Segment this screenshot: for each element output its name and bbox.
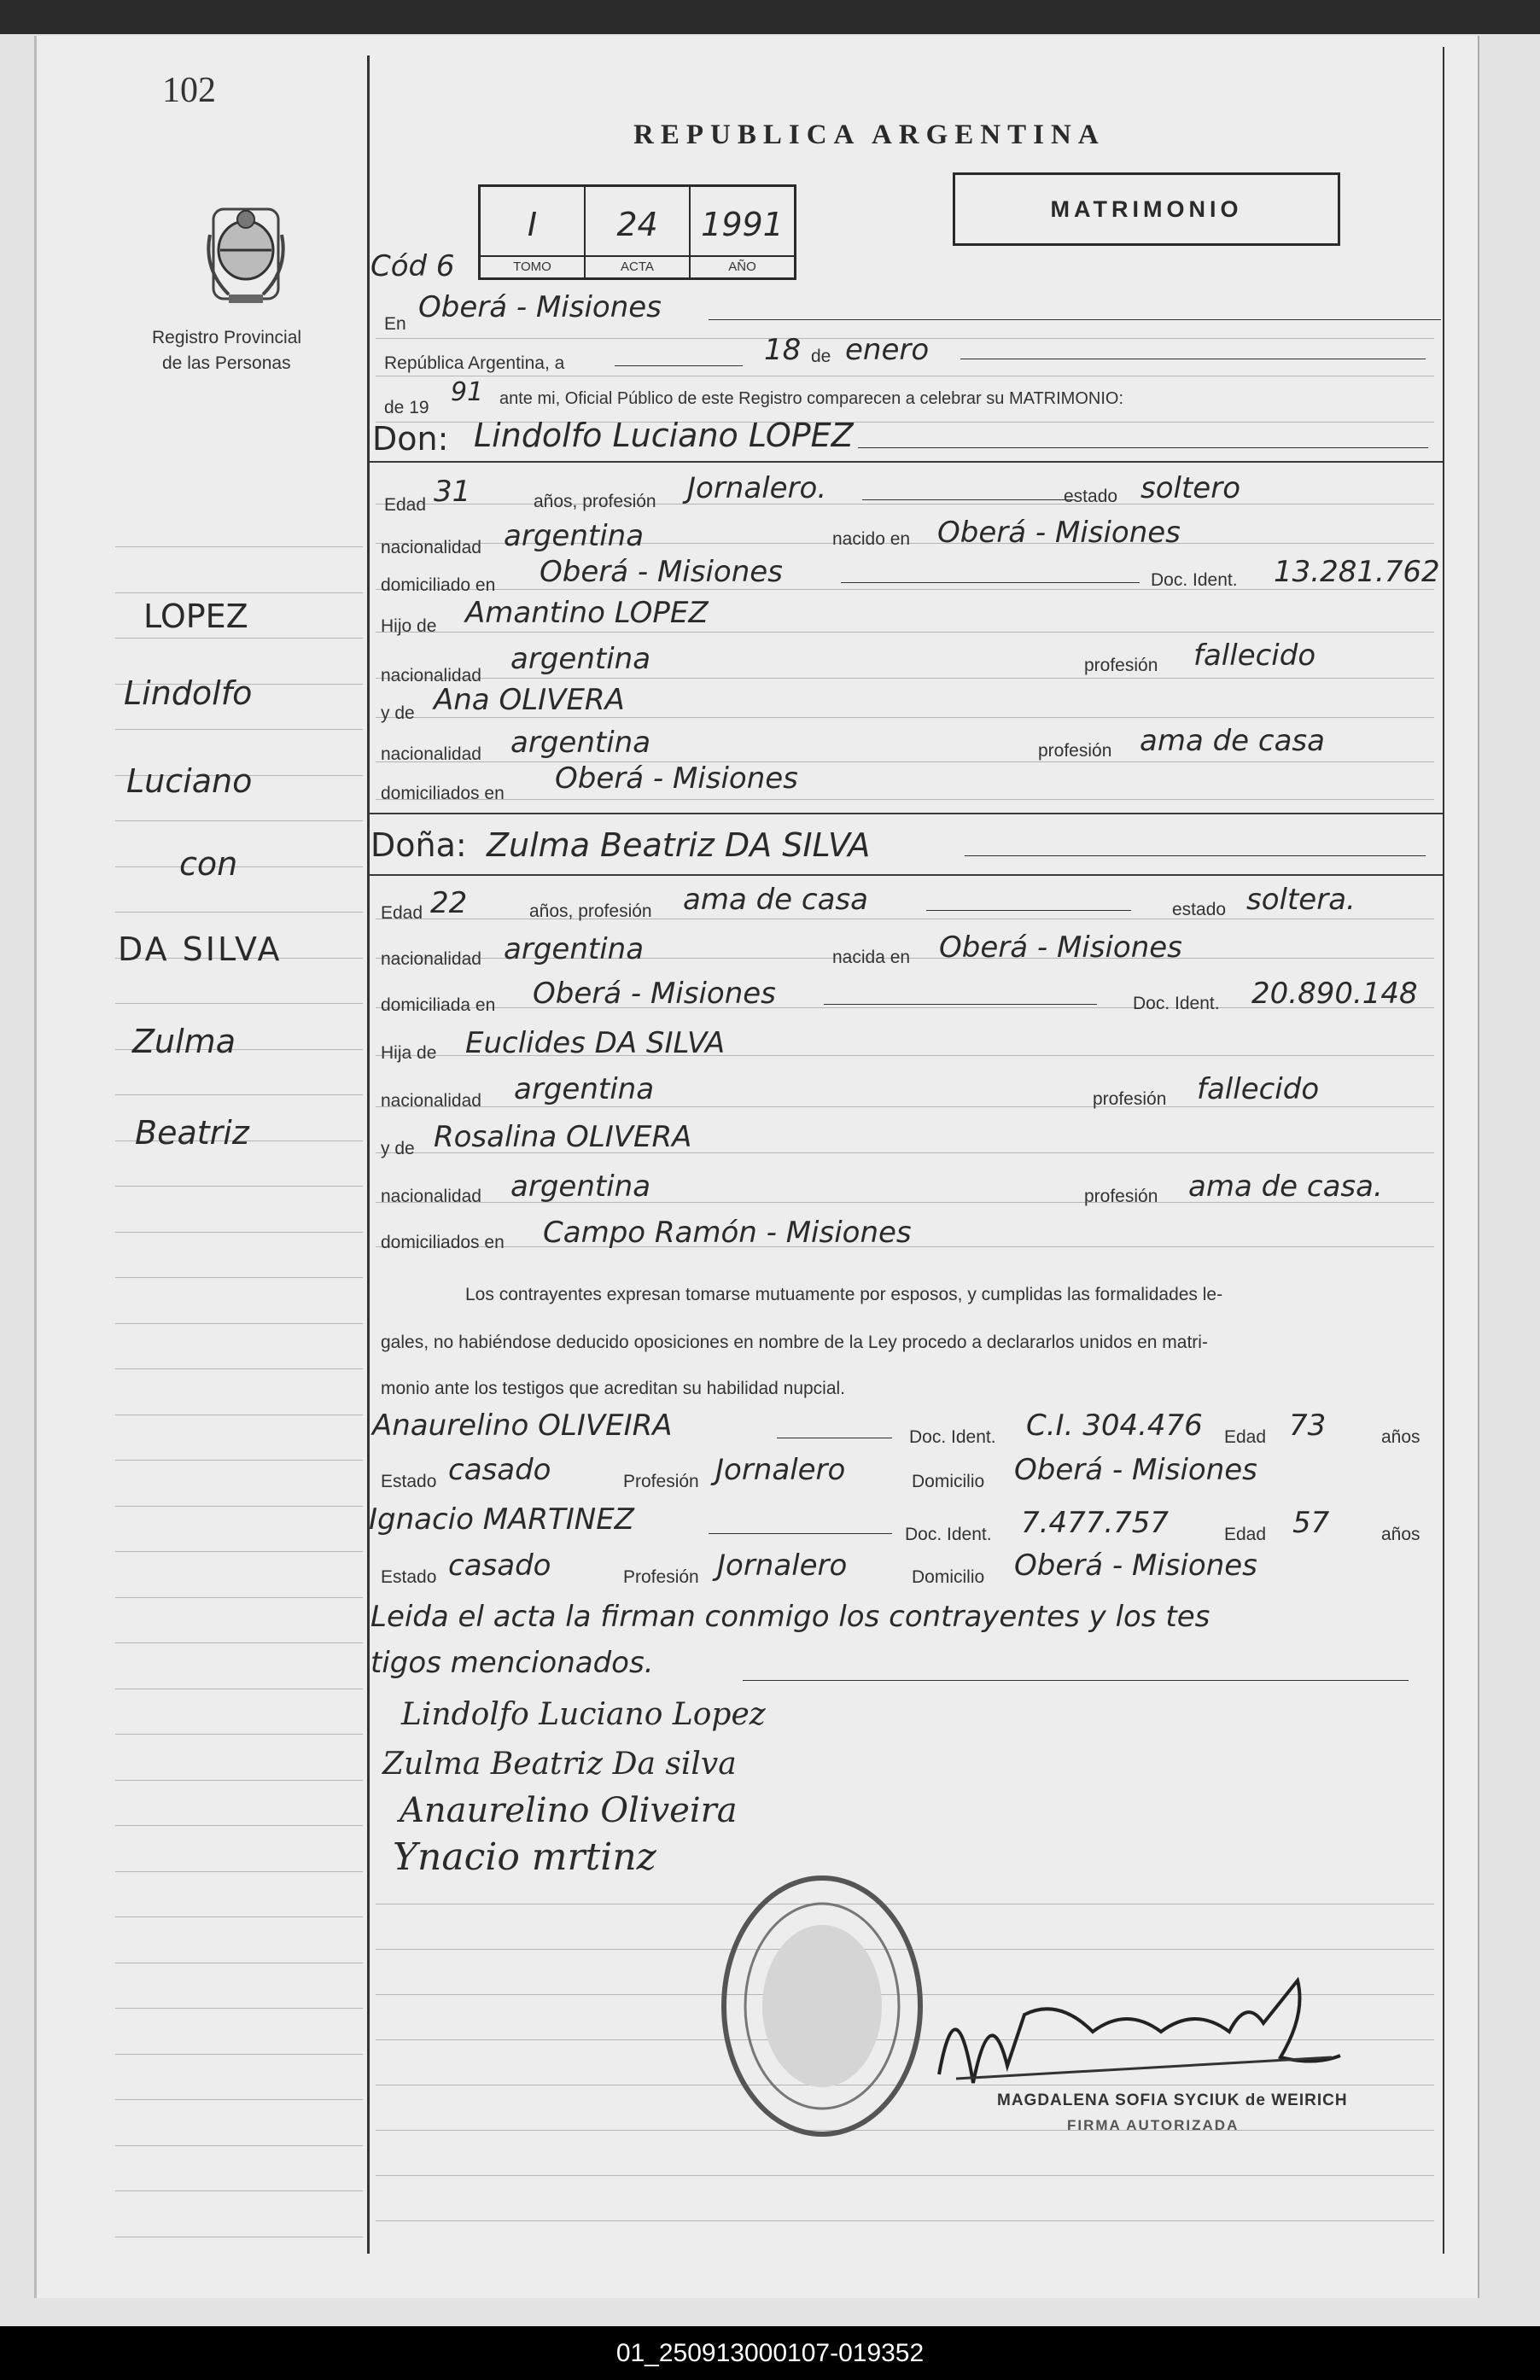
witness-2-anos-label: años bbox=[1381, 1525, 1420, 1544]
form-row-line bbox=[376, 717, 1434, 718]
bride-parents-dom-label: domiciliados en bbox=[381, 1233, 505, 1252]
bride-title: Doña: bbox=[370, 826, 467, 864]
bride-anos-label: años, profesión bbox=[529, 901, 652, 921]
groom-estado: soltero bbox=[1140, 471, 1240, 505]
bride-doc-label: Doc. Ident. bbox=[1133, 994, 1220, 1013]
en-label: En bbox=[384, 314, 406, 334]
witness-2-domicile: Oberá - Misiones bbox=[1014, 1549, 1257, 1583]
groom-hijo-label: Hijo de bbox=[381, 616, 437, 636]
bride-name: Zulma Beatriz DA SILVA bbox=[487, 826, 871, 864]
margin-note-bride-second: Beatriz bbox=[135, 1114, 249, 1152]
margin-ruled-line bbox=[115, 1780, 363, 1781]
official-seal-icon bbox=[715, 1870, 929, 2143]
acta-cell bbox=[586, 187, 691, 277]
bride-father: Euclides DA SILVA bbox=[465, 1026, 726, 1060]
groom-doc: 13.281.762 bbox=[1274, 555, 1440, 589]
margin-ruled-line bbox=[115, 2145, 363, 2146]
groom-profession: Jornalero. bbox=[687, 471, 827, 505]
margin-note-first-name: Lindolfo bbox=[124, 674, 253, 712]
groom-mother-profesion-label: profesión bbox=[1038, 741, 1112, 761]
witness-2-name-line bbox=[709, 1533, 892, 1534]
form-row-line bbox=[376, 799, 1434, 800]
coat-of-arms-icon bbox=[195, 201, 297, 312]
groom-divider bbox=[370, 461, 1443, 463]
margin-ruled-line bbox=[115, 2008, 363, 2009]
witness-1-doc: C.I. 304.476 bbox=[1026, 1409, 1203, 1443]
bride-birthplace: Oberá - Misiones bbox=[939, 930, 1182, 965]
bride-divider bbox=[370, 874, 1443, 876]
witness-1-name: Anaurelino OLIVEIRA bbox=[372, 1409, 673, 1443]
margin-note-bride-first: Zulma bbox=[132, 1023, 236, 1060]
bride-profession: ama de casa bbox=[683, 883, 868, 917]
official-title: FIRMA AUTORIZADA bbox=[1067, 2117, 1240, 2133]
witness-1-doc-label: Doc. Ident. bbox=[909, 1427, 996, 1447]
bride-domiciliada-label: domiciliada en bbox=[381, 995, 496, 1015]
bride-nacida-label: nacida en bbox=[832, 948, 911, 967]
bride-edad-label: Edad bbox=[381, 903, 423, 923]
witness-2-edad-label: Edad bbox=[1224, 1525, 1267, 1544]
margin-divider bbox=[367, 55, 370, 2254]
margin-ruled-line bbox=[115, 912, 363, 913]
margin-ruled-line bbox=[115, 1597, 363, 1598]
bride-profession-line bbox=[926, 910, 1131, 911]
bride-mother: Rosalina OLIVERA bbox=[434, 1120, 692, 1154]
registry-name-line1: Registro Provincial bbox=[152, 328, 302, 347]
declaration-line1: Los contrayentes expresan tomarse mutuamente por esposos, y cumplidas las formalidades le- bbox=[465, 1285, 1223, 1304]
bride-father-nacionalidad-label: nacionalidad bbox=[381, 1091, 481, 1111]
witness-1-age: 73 bbox=[1289, 1409, 1327, 1443]
groom-estado-label: estado bbox=[1064, 487, 1118, 506]
margin-ruled-line bbox=[115, 1642, 363, 1643]
bride-mother-nacionalidad-label: nacionalidad bbox=[381, 1187, 481, 1206]
witness-2-profession: Jornalero bbox=[717, 1549, 848, 1583]
acta-label: ACTA bbox=[586, 255, 689, 277]
margin-note-surname: LOPEZ bbox=[143, 598, 248, 635]
witness-1-profession: Jornalero bbox=[715, 1453, 846, 1487]
margin-ruled-line bbox=[115, 2054, 363, 2055]
bride-parents-domicile: Campo Ramón - Misiones bbox=[543, 1216, 912, 1250]
margin-ruled-line bbox=[115, 1551, 363, 1552]
margin-ruled-line bbox=[115, 820, 363, 821]
witness-1-edad-label: Edad bbox=[1224, 1427, 1267, 1447]
margin-note-second-name: Luciano bbox=[126, 762, 253, 800]
margin-ruled-line bbox=[115, 866, 363, 867]
witness-1-domicile: Oberá - Misiones bbox=[1014, 1453, 1257, 1487]
witness-2-profesion-label: Profesión bbox=[623, 1567, 699, 1587]
bride-nationality: argentina bbox=[504, 932, 645, 966]
groom-domiciliado-label: domiciliado en bbox=[381, 575, 496, 595]
bride-father-profesion-label: profesión bbox=[1093, 1089, 1167, 1109]
signature-groom: Lindolfo Luciano Lopez bbox=[401, 1697, 766, 1732]
groom-nacido-label: nacido en bbox=[832, 529, 911, 549]
margin-ruled-line bbox=[115, 1368, 363, 1369]
groom-father-nationality: argentina bbox=[510, 642, 651, 676]
groom-edad-label: Edad bbox=[384, 495, 427, 515]
form-row-line bbox=[376, 632, 1434, 633]
tomo-value: I bbox=[527, 206, 538, 243]
ano-label: AÑO bbox=[691, 255, 794, 277]
groom-father-profesion-label: profesión bbox=[1084, 656, 1158, 675]
witness-1-domicilio-label: Domicilio bbox=[912, 1472, 985, 1491]
groom-nationality: argentina bbox=[504, 519, 645, 553]
bride-domicile-line bbox=[824, 1004, 1097, 1005]
witness-1-anos-label: años bbox=[1381, 1427, 1420, 1447]
place-value: Oberá - Misiones bbox=[418, 290, 662, 324]
margin-ruled-line bbox=[115, 1506, 363, 1507]
tomo-cell bbox=[481, 187, 586, 277]
bride-age: 22 bbox=[430, 886, 468, 920]
groom-age: 31 bbox=[434, 475, 471, 509]
signature-witness-2: Ynacio mrtinz bbox=[393, 1835, 656, 1879]
bride-hija-label: Hija de bbox=[381, 1043, 437, 1063]
witness-1-estado-label: Estado bbox=[381, 1472, 437, 1491]
witness-2-estado: casado bbox=[448, 1549, 551, 1583]
margin-ruled-line bbox=[115, 638, 363, 639]
record-type: MATRIMONIO bbox=[1050, 195, 1243, 222]
country-title: REPUBLICA ARGENTINA bbox=[633, 120, 1105, 150]
groom-title: Don: bbox=[372, 420, 449, 458]
bride-name-line bbox=[965, 855, 1426, 856]
groom-profession-line bbox=[862, 499, 1076, 500]
page-number: 102 bbox=[162, 71, 216, 110]
groom-birthplace: Oberá - Misiones bbox=[937, 516, 1181, 550]
margin-ruled-line bbox=[115, 592, 363, 593]
bride-nacionalidad-label: nacionalidad bbox=[381, 949, 481, 969]
bride-yde-label: y de bbox=[381, 1139, 415, 1158]
republica-label: República Argentina, a bbox=[384, 353, 565, 373]
bride-mother-nationality: argentina bbox=[510, 1170, 651, 1204]
margin-ruled-line bbox=[115, 1003, 363, 1004]
margin-ruled-line bbox=[115, 1871, 363, 1872]
de-label: de bbox=[811, 347, 831, 366]
form-row-line bbox=[376, 678, 1434, 679]
witness-2-estado-label: Estado bbox=[381, 1567, 437, 1587]
groom-mother-profession: ama de casa bbox=[1140, 724, 1325, 758]
groom-anos-label: años, profesión bbox=[534, 492, 656, 511]
official-signature-icon bbox=[922, 1963, 1349, 2100]
margin-ruled-line bbox=[115, 2099, 363, 2100]
year-prefix: de 19 bbox=[384, 398, 429, 417]
groom-mother-nacionalidad-label: nacionalidad bbox=[381, 744, 481, 764]
closing-line1: Leida el acta la firman conmigo los contrayentes y los tes bbox=[370, 1600, 1210, 1634]
margin-ruled-line bbox=[115, 1460, 363, 1461]
form-row-line bbox=[376, 761, 1434, 762]
signature-witness-1: Anaurelino Oliveira bbox=[400, 1791, 738, 1830]
groom-name-line bbox=[858, 447, 1428, 448]
image-id-footer: 01_250913000107-019352 bbox=[0, 2326, 1540, 2380]
margin-ruled-line bbox=[115, 1277, 363, 1278]
bride-estado: soltera. bbox=[1246, 883, 1356, 917]
bride-estado-label: estado bbox=[1172, 900, 1227, 919]
code-note: Cód 6 bbox=[370, 249, 455, 283]
groom-mother: Ana OLIVERA bbox=[434, 683, 625, 717]
witness-2-name: Ignacio MARTINEZ bbox=[369, 1502, 634, 1537]
record-type-box bbox=[953, 172, 1340, 246]
margin-ruled-line bbox=[115, 546, 363, 547]
groom-domicile: Oberá - Misiones bbox=[540, 555, 783, 589]
bride-mother-profession: ama de casa. bbox=[1188, 1170, 1383, 1204]
right-ruled-line bbox=[376, 2220, 1434, 2221]
groom-nacionalidad-label: nacionalidad bbox=[381, 538, 481, 557]
bride-father-profession: fallecido bbox=[1197, 1072, 1320, 1106]
form-row-line bbox=[376, 1106, 1434, 1107]
groom-domicile-line bbox=[841, 582, 1140, 583]
margin-ruled-line bbox=[115, 1323, 363, 1324]
groom-name: Lindolfo Luciano LOPEZ bbox=[474, 417, 854, 454]
witness-2-domicilio-label: Domicilio bbox=[912, 1567, 985, 1587]
groom-father-profession: fallecido bbox=[1193, 639, 1316, 673]
groom-father: Amantino LOPEZ bbox=[465, 596, 709, 630]
margin-ruled-line bbox=[115, 1232, 363, 1233]
bride-domicile: Oberá - Misiones bbox=[533, 977, 776, 1011]
bride-father-nationality: argentina bbox=[514, 1072, 655, 1106]
margin-ruled-line bbox=[115, 1734, 363, 1735]
ano-value: 1991 bbox=[701, 206, 784, 243]
margin-ruled-line bbox=[115, 1094, 363, 1095]
groom-section-end bbox=[370, 813, 1443, 814]
groom-yde-label: y de bbox=[381, 703, 415, 723]
groom-parents-domicile: Oberá - Misiones bbox=[555, 761, 798, 796]
day-value: 18 bbox=[764, 333, 802, 367]
bride-mother-profesion-label: profesión bbox=[1084, 1187, 1158, 1206]
margin-note-con: con bbox=[179, 845, 238, 883]
margin-ruled-line bbox=[115, 729, 363, 730]
right-ruled-line bbox=[376, 2175, 1434, 2176]
month-value: enero bbox=[845, 333, 930, 367]
day-line-left bbox=[615, 365, 743, 366]
margin-ruled-line bbox=[115, 2190, 363, 2191]
witness-1-profesion-label: Profesión bbox=[623, 1472, 699, 1491]
margin-ruled-line bbox=[115, 1916, 363, 1917]
margin-ruled-line bbox=[115, 1825, 363, 1826]
groom-father-nacionalidad-label: nacionalidad bbox=[381, 666, 481, 685]
registry-name-line2: de las Personas bbox=[162, 353, 291, 373]
signature-bride: Zulma Beatriz Da silva bbox=[382, 1747, 737, 1782]
closing-line-end bbox=[743, 1680, 1409, 1681]
official-name: MAGDALENA SOFIA SYCIUK de WEIRICH bbox=[997, 2091, 1348, 2109]
tomo-label: TOMO bbox=[481, 255, 584, 277]
groom-parents-dom-label: domiciliados en bbox=[381, 784, 505, 803]
witness-2-age: 57 bbox=[1292, 1506, 1330, 1540]
witness-1-estado: casado bbox=[448, 1453, 551, 1487]
margin-note-bride-surname: DA SILVA bbox=[118, 930, 283, 968]
acta-value: 24 bbox=[616, 206, 658, 243]
declaration-line2: gales, no habiéndose deducido oposiciones en nombre de la Ley procedo a declararlos unidos en matri- bbox=[381, 1333, 1208, 1352]
groom-doc-label: Doc. Ident. bbox=[1151, 570, 1238, 590]
ano-cell bbox=[691, 187, 794, 277]
witness-2-doc-label: Doc. Ident. bbox=[905, 1525, 992, 1544]
bride-doc: 20.890.148 bbox=[1251, 977, 1418, 1011]
tomo-acta-ano-table bbox=[478, 184, 796, 280]
witness-2-doc: 7.477.757 bbox=[1021, 1506, 1170, 1540]
margin-ruled-line bbox=[115, 1186, 363, 1187]
closing-line2: tigos mencionados. bbox=[370, 1646, 654, 1680]
year-suffix: 91 bbox=[451, 377, 484, 407]
statement: ante mi, Oficial Público de este Registro comparecen a celebrar su MATRIMONIO: bbox=[499, 389, 1124, 408]
groom-mother-nationality: argentina bbox=[510, 726, 651, 760]
right-border bbox=[1443, 47, 1444, 2254]
form-row-line bbox=[376, 589, 1434, 590]
declaration-line3: monio ante los testigos que acreditan su habilidad nupcial. bbox=[381, 1379, 846, 1398]
place-line bbox=[709, 319, 1441, 320]
